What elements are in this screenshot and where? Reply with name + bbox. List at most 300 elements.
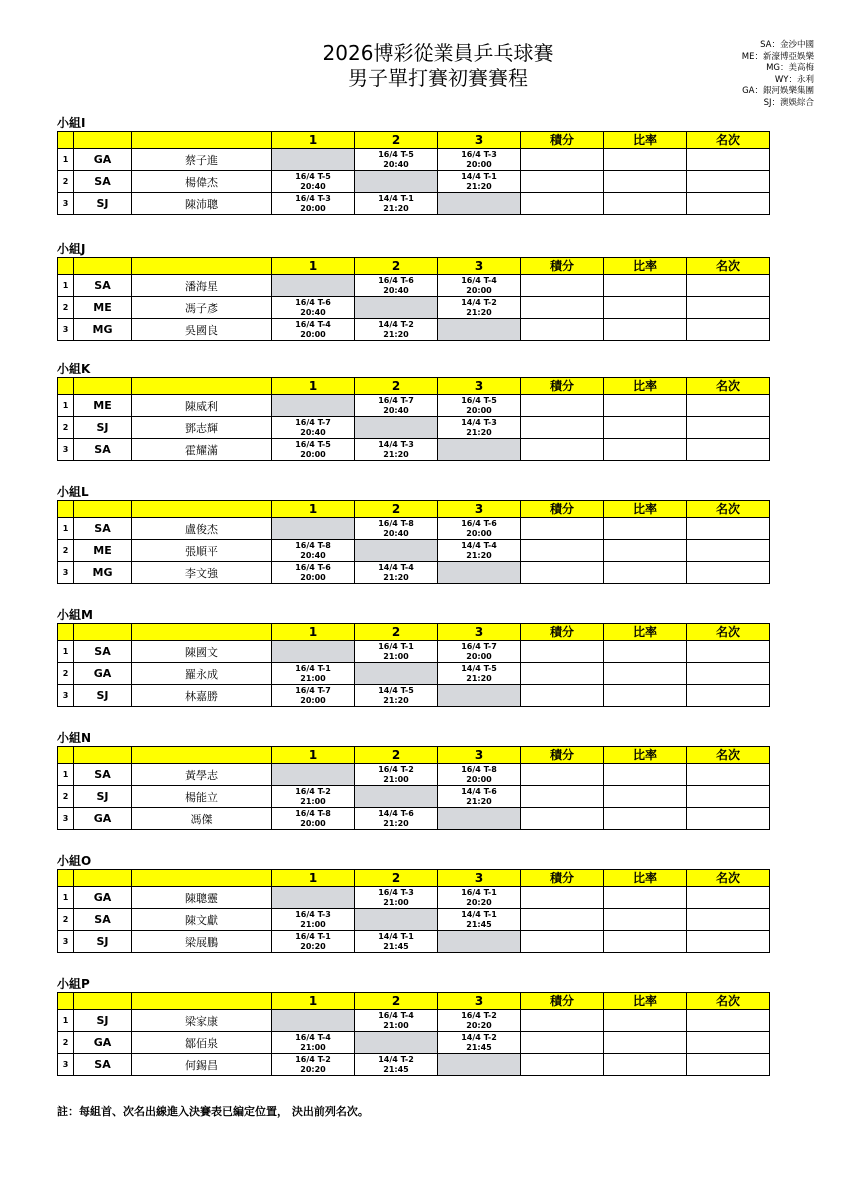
match-cell [272, 931, 355, 953]
player-club: SJ [74, 1010, 132, 1032]
match-time: 20:00 [300, 449, 326, 459]
match-date-table: 16/4 T-3 [295, 909, 331, 919]
header-round-3: 3 [438, 870, 521, 887]
header-blank-name [132, 258, 272, 275]
player-number: 3 [58, 808, 74, 830]
match-cell [272, 171, 355, 193]
player-row [58, 319, 849, 341]
match-date-table: 14/4 T-1 [461, 171, 497, 181]
match-time: 20:00 [466, 159, 492, 169]
header-blank-no [58, 993, 74, 1010]
legend-item: SJ：澳娛綜合 [763, 97, 814, 108]
player-name: 吳國良 [132, 319, 272, 341]
group-block [57, 485, 769, 584]
player-number: 1 [58, 1010, 74, 1032]
group-block [57, 242, 769, 341]
header-blank-name [132, 132, 272, 149]
header-round-3: 3 [438, 378, 521, 395]
group-block [57, 977, 769, 1076]
match-cell [355, 1054, 438, 1076]
header-round-2: 2 [355, 258, 438, 275]
player-name: 鄒佰泉 [132, 1032, 272, 1054]
player-club: GA [74, 149, 132, 171]
match-cell [438, 887, 521, 909]
header-blank-name [132, 378, 272, 395]
match-date-table: 14/4 T-1 [378, 193, 414, 203]
player-name: 何錫昌 [132, 1054, 272, 1076]
match-time: 21:20 [466, 673, 492, 683]
match-date-table: 14/4 T-6 [378, 808, 414, 818]
player-club: SA [74, 518, 132, 540]
player-number: 1 [58, 641, 74, 663]
rank-cell [687, 562, 770, 584]
header-blank-no [58, 378, 74, 395]
rank-cell [687, 540, 770, 562]
ratio-cell [604, 297, 687, 319]
match-time: 21:20 [383, 818, 409, 828]
match-date-table: 16/4 T-5 [461, 395, 497, 405]
ratio-cell [604, 193, 687, 215]
player-club: SA [74, 1054, 132, 1076]
match-cell [438, 171, 521, 193]
ratio-cell [604, 275, 687, 297]
player-number: 3 [58, 931, 74, 953]
header-round-2: 2 [355, 132, 438, 149]
player-club: SJ [74, 786, 132, 808]
match-cell [272, 786, 355, 808]
player-club: SJ [74, 193, 132, 215]
match-time: 20:40 [300, 181, 326, 191]
header-round-1: 1 [272, 747, 355, 764]
points-cell [521, 417, 604, 439]
match-time: 21:45 [383, 941, 409, 951]
match-time: 21:20 [383, 572, 409, 582]
player-row [58, 808, 849, 830]
header-points: 積分 [521, 870, 604, 887]
header-ratio: 比率 [604, 378, 687, 395]
header-ratio: 比率 [604, 624, 687, 641]
match-date-table: 16/4 T-3 [378, 887, 414, 897]
self-match-cell [438, 562, 521, 584]
header-round-1: 1 [272, 993, 355, 1010]
rank-cell [687, 808, 770, 830]
match-date-table: 16/4 T-6 [295, 562, 331, 572]
match-cell [272, 439, 355, 461]
match-cell [355, 562, 438, 584]
match-time: 20:00 [300, 203, 326, 213]
header-blank-club [74, 258, 132, 275]
match-cell [272, 297, 355, 319]
player-row [58, 764, 849, 786]
points-cell [521, 1010, 604, 1032]
player-row [58, 193, 849, 215]
player-number: 1 [58, 275, 74, 297]
self-match-cell [355, 1032, 438, 1054]
ratio-cell [604, 439, 687, 461]
header-blank-name [132, 624, 272, 641]
rank-cell [687, 193, 770, 215]
match-date-table: 16/4 T-8 [378, 518, 414, 528]
legend-item: WY：永利 [774, 74, 814, 85]
rank-cell [687, 439, 770, 461]
self-match-cell [438, 1054, 521, 1076]
rank-cell [687, 786, 770, 808]
header-round-3: 3 [438, 624, 521, 641]
match-time: 21:00 [300, 796, 326, 806]
player-number: 1 [58, 764, 74, 786]
match-date-table: 16/4 T-1 [295, 663, 331, 673]
match-time: 21:20 [466, 307, 492, 317]
match-cell [438, 275, 521, 297]
player-name: 梁家康 [132, 1010, 272, 1032]
header-blank-club [74, 747, 132, 764]
header-points: 積分 [521, 258, 604, 275]
self-match-cell [355, 663, 438, 685]
player-club: SJ [74, 931, 132, 953]
self-match-cell [438, 685, 521, 707]
group-block [57, 731, 769, 830]
player-number: 1 [58, 149, 74, 171]
rank-cell [687, 319, 770, 341]
match-cell [355, 193, 438, 215]
header-blank-club [74, 132, 132, 149]
match-time: 21:00 [383, 1020, 409, 1030]
player-number: 1 [58, 887, 74, 909]
header-round-3: 3 [438, 501, 521, 518]
match-cell [355, 808, 438, 830]
ratio-cell [604, 786, 687, 808]
header-ratio: 比率 [604, 258, 687, 275]
ratio-cell [604, 808, 687, 830]
player-number: 1 [58, 395, 74, 417]
points-cell [521, 540, 604, 562]
match-date-table: 14/4 T-3 [378, 439, 414, 449]
header-round-3: 3 [438, 993, 521, 1010]
header-round-3: 3 [438, 258, 521, 275]
points-cell [521, 1032, 604, 1054]
match-time: 20:20 [300, 941, 326, 951]
player-club: SA [74, 909, 132, 931]
header-ratio: 比率 [604, 132, 687, 149]
ratio-cell [604, 663, 687, 685]
header-points: 積分 [521, 747, 604, 764]
match-cell [355, 764, 438, 786]
match-cell [438, 663, 521, 685]
match-cell [438, 909, 521, 931]
footnote: 註：每組首、次名出線進入決賽表已編定位置， 決出前列名次。 [57, 1105, 369, 1118]
header-round-2: 2 [355, 501, 438, 518]
rank-cell [687, 887, 770, 909]
player-row [58, 909, 849, 931]
match-cell [272, 540, 355, 562]
match-time: 20:20 [466, 897, 492, 907]
match-date-table: 16/4 T-3 [295, 193, 331, 203]
player-number: 3 [58, 1054, 74, 1076]
header-round-2: 2 [355, 624, 438, 641]
player-number: 2 [58, 297, 74, 319]
player-club: SA [74, 275, 132, 297]
self-match-cell [355, 417, 438, 439]
match-date-table: 16/4 T-2 [461, 1010, 497, 1020]
group-label: 小組I [57, 116, 86, 130]
match-date-table: 14/4 T-2 [378, 319, 414, 329]
player-row [58, 149, 849, 171]
player-name: 陳沛聰 [132, 193, 272, 215]
match-cell [438, 1010, 521, 1032]
match-time: 20:00 [300, 572, 326, 582]
player-club: ME [74, 395, 132, 417]
points-cell [521, 562, 604, 584]
match-date-table: 16/4 T-8 [461, 764, 497, 774]
player-number: 2 [58, 1032, 74, 1054]
points-cell [521, 439, 604, 461]
player-name: 張順平 [132, 540, 272, 562]
player-club: MG [74, 562, 132, 584]
match-time: 21:20 [466, 796, 492, 806]
player-name: 梁展鵬 [132, 931, 272, 953]
self-match-cell [272, 275, 355, 297]
header-blank-no [58, 747, 74, 764]
match-cell [438, 540, 521, 562]
match-date-table: 16/4 T-1 [461, 887, 497, 897]
player-row [58, 786, 849, 808]
ratio-cell [604, 1010, 687, 1032]
header-row [58, 378, 849, 395]
match-cell [272, 663, 355, 685]
match-date-table: 16/4 T-6 [378, 275, 414, 285]
header-rank: 名次 [687, 501, 770, 518]
header-rank: 名次 [687, 993, 770, 1010]
header-row [58, 870, 849, 887]
legend-item: SA：金沙中國 [760, 40, 814, 50]
match-cell [355, 439, 438, 461]
ratio-cell [604, 641, 687, 663]
match-cell [438, 786, 521, 808]
header-ratio: 比率 [604, 993, 687, 1010]
player-number: 2 [58, 663, 74, 685]
player-number: 1 [58, 518, 74, 540]
header-blank-no [58, 501, 74, 518]
points-cell [521, 297, 604, 319]
match-date-table: 16/4 T-7 [295, 685, 331, 695]
header-row [58, 132, 849, 149]
match-time: 20:00 [300, 695, 326, 705]
match-time: 21:20 [466, 550, 492, 560]
player-name: 蔡子進 [132, 149, 272, 171]
player-number: 3 [58, 685, 74, 707]
header-points: 積分 [521, 132, 604, 149]
rank-cell [687, 297, 770, 319]
player-name: 楊偉杰 [132, 171, 272, 193]
player-number: 2 [58, 786, 74, 808]
points-cell [521, 887, 604, 909]
match-cell [438, 764, 521, 786]
header-round-1: 1 [272, 501, 355, 518]
match-cell [438, 518, 521, 540]
match-cell [355, 685, 438, 707]
rank-cell [687, 1032, 770, 1054]
header-round-1: 1 [272, 258, 355, 275]
match-time: 20:40 [383, 159, 409, 169]
match-cell [438, 1032, 521, 1054]
header-blank-name [132, 993, 272, 1010]
schedule-table [57, 623, 849, 707]
schedule-table [57, 869, 849, 953]
player-name: 楊能立 [132, 786, 272, 808]
player-name: 羅永成 [132, 663, 272, 685]
player-row [58, 439, 849, 461]
match-cell [272, 562, 355, 584]
ratio-cell [604, 1032, 687, 1054]
self-match-cell [272, 518, 355, 540]
rank-cell [687, 1010, 770, 1032]
match-date-table: 14/4 T-4 [378, 562, 414, 572]
match-date-table: 16/4 T-7 [378, 395, 414, 405]
header-round-2: 2 [355, 378, 438, 395]
rank-cell [687, 931, 770, 953]
player-club: ME [74, 540, 132, 562]
legend-item: GA：銀河娛樂集團 [742, 86, 814, 97]
header-blank-club [74, 378, 132, 395]
player-row [58, 562, 849, 584]
ratio-cell [604, 887, 687, 909]
header-points: 積分 [521, 501, 604, 518]
group-label: 小組J [57, 242, 86, 256]
match-cell [438, 149, 521, 171]
rank-cell [687, 275, 770, 297]
match-time: 21:20 [466, 181, 492, 191]
player-row [58, 931, 849, 953]
player-club: GA [74, 808, 132, 830]
player-club: GA [74, 663, 132, 685]
player-number: 3 [58, 319, 74, 341]
match-cell [355, 275, 438, 297]
match-time: 21:45 [466, 1042, 492, 1052]
header-ratio: 比率 [604, 870, 687, 887]
self-match-cell [272, 395, 355, 417]
rank-cell [687, 1054, 770, 1076]
rank-cell [687, 417, 770, 439]
match-cell [438, 417, 521, 439]
match-time: 20:40 [300, 550, 326, 560]
ratio-cell [604, 685, 687, 707]
match-time: 20:40 [383, 285, 409, 295]
match-cell [272, 808, 355, 830]
header-blank-no [58, 258, 74, 275]
title-line-2: 男子單打賽初賽賽程 [348, 66, 528, 90]
header-blank-club [74, 501, 132, 518]
player-number: 2 [58, 171, 74, 193]
group-label: 小組N [57, 731, 92, 745]
match-date-table: 14/4 T-3 [461, 417, 497, 427]
group-block [57, 854, 769, 953]
match-date-table: 16/4 T-2 [295, 1054, 331, 1064]
match-date-table: 16/4 T-4 [378, 1010, 414, 1020]
match-date-table: 16/4 T-4 [461, 275, 497, 285]
self-match-cell [272, 764, 355, 786]
header-rank: 名次 [687, 870, 770, 887]
rank-cell [687, 685, 770, 707]
self-match-cell [438, 808, 521, 830]
player-club: ME [74, 297, 132, 319]
player-club: SA [74, 641, 132, 663]
match-date-table: 14/4 T-2 [378, 1054, 414, 1064]
match-time: 21:00 [300, 919, 326, 929]
match-cell [438, 395, 521, 417]
header-row [58, 993, 849, 1010]
rank-cell [687, 149, 770, 171]
header-rank: 名次 [687, 132, 770, 149]
points-cell [521, 518, 604, 540]
player-row [58, 1010, 849, 1032]
match-date-table: 14/4 T-1 [461, 909, 497, 919]
ratio-cell [604, 319, 687, 341]
points-cell [521, 931, 604, 953]
points-cell [521, 808, 604, 830]
header-rank: 名次 [687, 258, 770, 275]
match-date-table: 16/4 T-8 [295, 808, 331, 818]
player-club: SA [74, 439, 132, 461]
header-rank: 名次 [687, 624, 770, 641]
player-club: SJ [74, 417, 132, 439]
match-date-table: 16/4 T-5 [295, 171, 331, 181]
match-cell [355, 887, 438, 909]
title-line-1: 2026博彩從業員乒乓球賽 [322, 41, 554, 65]
match-time: 21:00 [300, 1042, 326, 1052]
match-time: 20:00 [466, 405, 492, 415]
ratio-cell [604, 171, 687, 193]
group-block [57, 362, 769, 461]
ratio-cell [604, 518, 687, 540]
ratio-cell [604, 395, 687, 417]
header-blank-name [132, 870, 272, 887]
points-cell [521, 909, 604, 931]
match-time: 21:45 [383, 1064, 409, 1074]
rank-cell [687, 395, 770, 417]
player-row [58, 1054, 849, 1076]
points-cell [521, 685, 604, 707]
match-date-table: 14/4 T-5 [378, 685, 414, 695]
player-name: 馮子彥 [132, 297, 272, 319]
header-round-3: 3 [438, 132, 521, 149]
match-cell [355, 1010, 438, 1032]
player-number: 3 [58, 193, 74, 215]
match-date-table: 16/4 T-7 [461, 641, 497, 651]
player-row [58, 297, 849, 319]
group-label: 小組O [57, 854, 92, 868]
player-club: GA [74, 887, 132, 909]
match-cell [272, 319, 355, 341]
schedule-table [57, 746, 849, 830]
ratio-cell [604, 764, 687, 786]
points-cell [521, 1054, 604, 1076]
header-ratio: 比率 [604, 747, 687, 764]
player-row [58, 663, 849, 685]
match-date-table: 16/4 T-2 [378, 764, 414, 774]
ratio-cell [604, 562, 687, 584]
match-time: 20:40 [383, 528, 409, 538]
player-row [58, 641, 849, 663]
ratio-cell [604, 909, 687, 931]
self-match-cell [355, 786, 438, 808]
match-time: 20:00 [466, 285, 492, 295]
match-cell [355, 319, 438, 341]
match-time: 21:20 [383, 449, 409, 459]
match-date-table: 16/4 T-4 [295, 319, 331, 329]
group-label: 小組K [57, 362, 91, 376]
self-match-cell [355, 297, 438, 319]
match-cell [438, 297, 521, 319]
